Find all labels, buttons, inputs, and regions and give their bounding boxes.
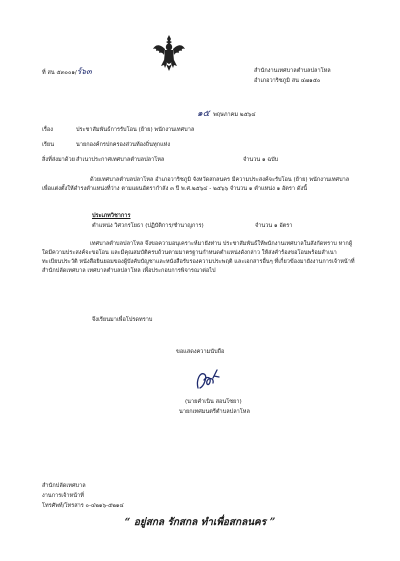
signatory-name: (นายคำเนิน สอนโซยา) bbox=[185, 399, 242, 405]
regards-line: ขอแสดงความนับถือ bbox=[176, 349, 225, 355]
enclosure-label: สิ่งที่ส่งมาด้วย bbox=[42, 157, 75, 163]
reference-handwritten: ร์๖๓ bbox=[76, 67, 92, 76]
closing-line: จึงเรียนมาเพื่อโปรดทราบ bbox=[92, 317, 153, 323]
signature-image bbox=[192, 366, 222, 396]
signatory-title: นายกเทศมนตรีตำบลปลาโหล bbox=[179, 409, 250, 415]
garuda-emblem-icon bbox=[152, 33, 186, 73]
footer-phone: โทรศัพท์/โทรสาร ๐-๔๒๑๖-๕๒๑๔ bbox=[42, 503, 124, 509]
position-title: ตำแหน่ง วิศวกรโยธา (ปฏิบัติการ/ชำนาญการ) bbox=[92, 223, 204, 229]
body-paragraph-1: ด้วยเทศบาลตำบลปลาโหล อำเภอวาริชภูมิ จังหวัดสกลนคร มีความประสงค์จะรับโอน (ย้าย) พนักงานเทศบาล เพื่อแต่งตั้งให้ดำรงตำแหน่งที่ว่าง ตามแผนอัตรากำลัง ๓ ปี พ.ศ.๒๕๖๔ - ๒๕๖๖ จำนวน ๑ ตำแหน่ง ๑ อัตรา ดังนี้ bbox=[42, 177, 350, 192]
slogan: “ อยู่สกล รักสกล ทำเพื่อสกลนคร ” bbox=[124, 517, 276, 528]
to-text: นายกองค์กรปกครองส่วนท้องถิ่นทุกแห่ง bbox=[76, 142, 171, 148]
office-name: สำนักงานเทศบาลตำบลปลาโหล bbox=[254, 68, 331, 74]
reference-prefix: ที่ สน ๕๓๐๐๑/ bbox=[42, 70, 77, 76]
date-day-handwritten: ๑๕ bbox=[197, 109, 210, 119]
enclosure-text: สำเนาประกาศเทศบาลตำบลปลาโหล bbox=[76, 157, 165, 163]
position-category: ประเภทวิชาการ bbox=[92, 213, 131, 219]
subject-text: ประชาสัมพันธ์การรับโอน (ย้าย) พนักงานเทศบาล bbox=[76, 127, 195, 133]
office-address: อำเภอวาริชภูมิ สน ๔๗๑๕๐ bbox=[254, 78, 321, 84]
reference-number bbox=[42, 68, 92, 77]
footer-department: สำนักปลัดเทศบาล bbox=[42, 483, 86, 489]
body-paragraph-2: เทศบาลตำบลปลาโหล จึงขอความอนุเคราะห์มายังท่าน ประชาสัมพันธ์ให้พนักงานเทศบาลในสังกัดทราบ หากผู้ใดมีความประสงค์จะขอโอน และมีคุณสมบัติครบถ้วนตามมาตรฐานกำหนดตำแหน่งดังกล่าว ให้ส่งคำร้องขอโอนพร้อมสำเนาทะเบียนประวัติ หนังสือยินยอมของผู้บังคับบัญชาและหนังสือรับรองความประพฤติ และเอกสารอื่นๆ ที่เกี่ยวข้องมายังงานการเจ้าหน้าที่ สำนักปลัดเทศบาล เทศบาลตำบลปลาโหล เพื่อประกอบการพิจารณาต่อไป bbox=[42, 241, 355, 274]
footer-section: งานการเจ้าหน้าที่ bbox=[42, 493, 84, 499]
letter-date bbox=[197, 110, 256, 119]
to-label: เรียน bbox=[42, 142, 55, 148]
subject-label: เรื่อง bbox=[42, 127, 54, 133]
position-count: จำนวน ๑ อัตรา bbox=[255, 223, 293, 229]
enclosure-count: จำนวน ๑ ฉบับ bbox=[243, 157, 279, 163]
date-month-year: พฤษภาคม ๒๕๖๔ bbox=[213, 112, 256, 118]
